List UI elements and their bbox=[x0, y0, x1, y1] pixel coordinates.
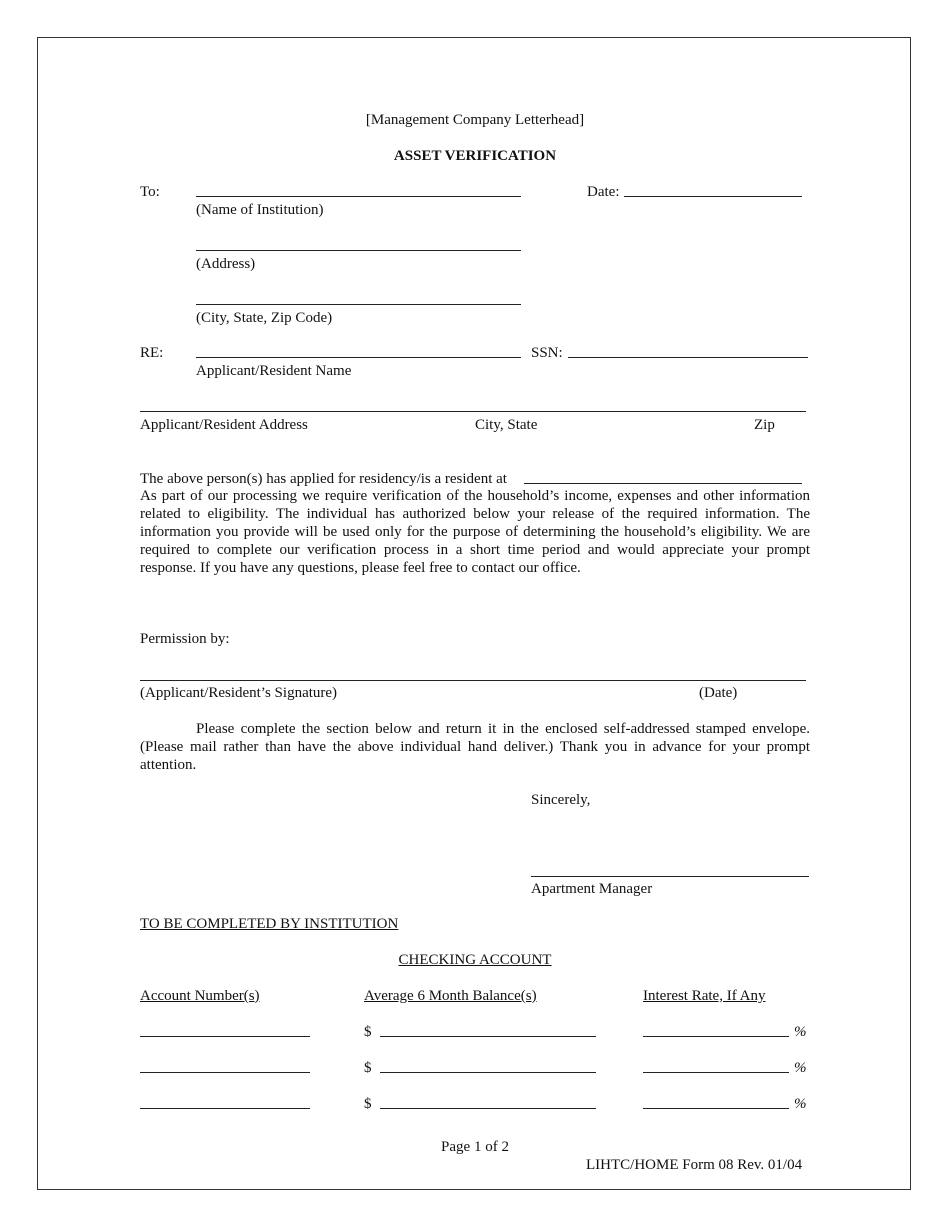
applicant-name-caption: Applicant/Resident Name bbox=[196, 363, 352, 379]
manager-signature-field[interactable] bbox=[531, 876, 809, 877]
form-identifier: LIHTC/HOME Form 08 Rev. 01/04 bbox=[586, 1157, 803, 1173]
zip-caption: Zip bbox=[754, 417, 775, 433]
institution-city-field[interactable] bbox=[196, 304, 521, 305]
institution-name-caption: (Name of Institution) bbox=[196, 202, 324, 218]
dollar-sign: $ bbox=[364, 1024, 372, 1040]
average-balance-field[interactable] bbox=[380, 1072, 596, 1073]
processing-paragraph: As part of our processing we require verification of the household’s income, expenses and other information related to eligibility. The individual has authorized below your release of the required information. The information you provide will be used only for the purpose of determining the household’s eligibility. We are required to complete our verification process in a short time period and would appreciate your prompt response. If you have any questions, please feel free to contact our office. bbox=[140, 488, 810, 576]
applicant-name-field[interactable] bbox=[196, 357, 521, 358]
institution-address-field[interactable] bbox=[196, 250, 521, 251]
applicant-address-field[interactable] bbox=[140, 411, 806, 412]
ssn-field[interactable] bbox=[568, 357, 808, 358]
date-field[interactable] bbox=[624, 196, 802, 197]
average-balance-header: Average 6 Month Balance(s) bbox=[364, 988, 537, 1004]
ssn-label: SSN: bbox=[531, 345, 563, 361]
page-border bbox=[37, 37, 911, 1190]
institution-name-field[interactable] bbox=[196, 196, 521, 197]
account-number-field[interactable] bbox=[140, 1108, 310, 1109]
account-number-field[interactable] bbox=[140, 1036, 310, 1037]
interest-rate-field[interactable] bbox=[643, 1108, 789, 1109]
dollar-sign: $ bbox=[364, 1096, 372, 1112]
form-title: ASSET VERIFICATION bbox=[393, 148, 557, 164]
signature-caption: (Applicant/Resident’s Signature) bbox=[140, 685, 338, 701]
interest-rate-field[interactable] bbox=[643, 1072, 789, 1073]
checking-account-title: CHECKING ACCOUNT bbox=[398, 952, 552, 968]
account-number-header: Account Number(s) bbox=[140, 988, 260, 1004]
applicant-signature-field[interactable] bbox=[140, 680, 806, 681]
letterhead-placeholder: [Management Company Letterhead] bbox=[365, 112, 585, 128]
signature-date-caption: (Date) bbox=[699, 685, 738, 701]
average-balance-field[interactable] bbox=[380, 1108, 596, 1109]
city-state-caption: City, State bbox=[475, 417, 538, 433]
date-label: Date: bbox=[587, 184, 620, 200]
percent-sign: % bbox=[794, 1060, 807, 1076]
re-label: RE: bbox=[140, 345, 164, 361]
account-number-field[interactable] bbox=[140, 1072, 310, 1073]
average-balance-field[interactable] bbox=[380, 1036, 596, 1037]
percent-sign: % bbox=[794, 1024, 807, 1040]
interest-rate-field[interactable] bbox=[643, 1036, 789, 1037]
sincerely-text: Sincerely, bbox=[531, 792, 591, 808]
institution-city-caption: (City, State, Zip Code) bbox=[196, 310, 333, 326]
institution-address-caption: (Address) bbox=[196, 256, 256, 272]
institution-heading: TO BE COMPLETED BY INSTITUTION bbox=[140, 916, 399, 932]
to-label: To: bbox=[140, 184, 160, 200]
interest-rate-header: Interest Rate, If Any bbox=[643, 988, 766, 1004]
percent-sign: % bbox=[794, 1096, 807, 1112]
resident-at-text: The above person(s) has applied for residency/is a resident at bbox=[140, 471, 507, 487]
return-instructions: Please complete the section below and return it in the enclosed self-addressed stamped envelope. (Please mail rather than have the above individual hand deliver.) Thank you in advance for your prompt attention. bbox=[140, 721, 810, 773]
dollar-sign: $ bbox=[364, 1060, 372, 1076]
permission-label: Permission by: bbox=[140, 631, 230, 647]
property-address-field[interactable] bbox=[524, 483, 802, 484]
applicant-address-caption: Applicant/Resident Address bbox=[140, 417, 308, 433]
apartment-manager-caption: Apartment Manager bbox=[531, 881, 653, 897]
page-number: Page 1 of 2 bbox=[441, 1139, 509, 1155]
